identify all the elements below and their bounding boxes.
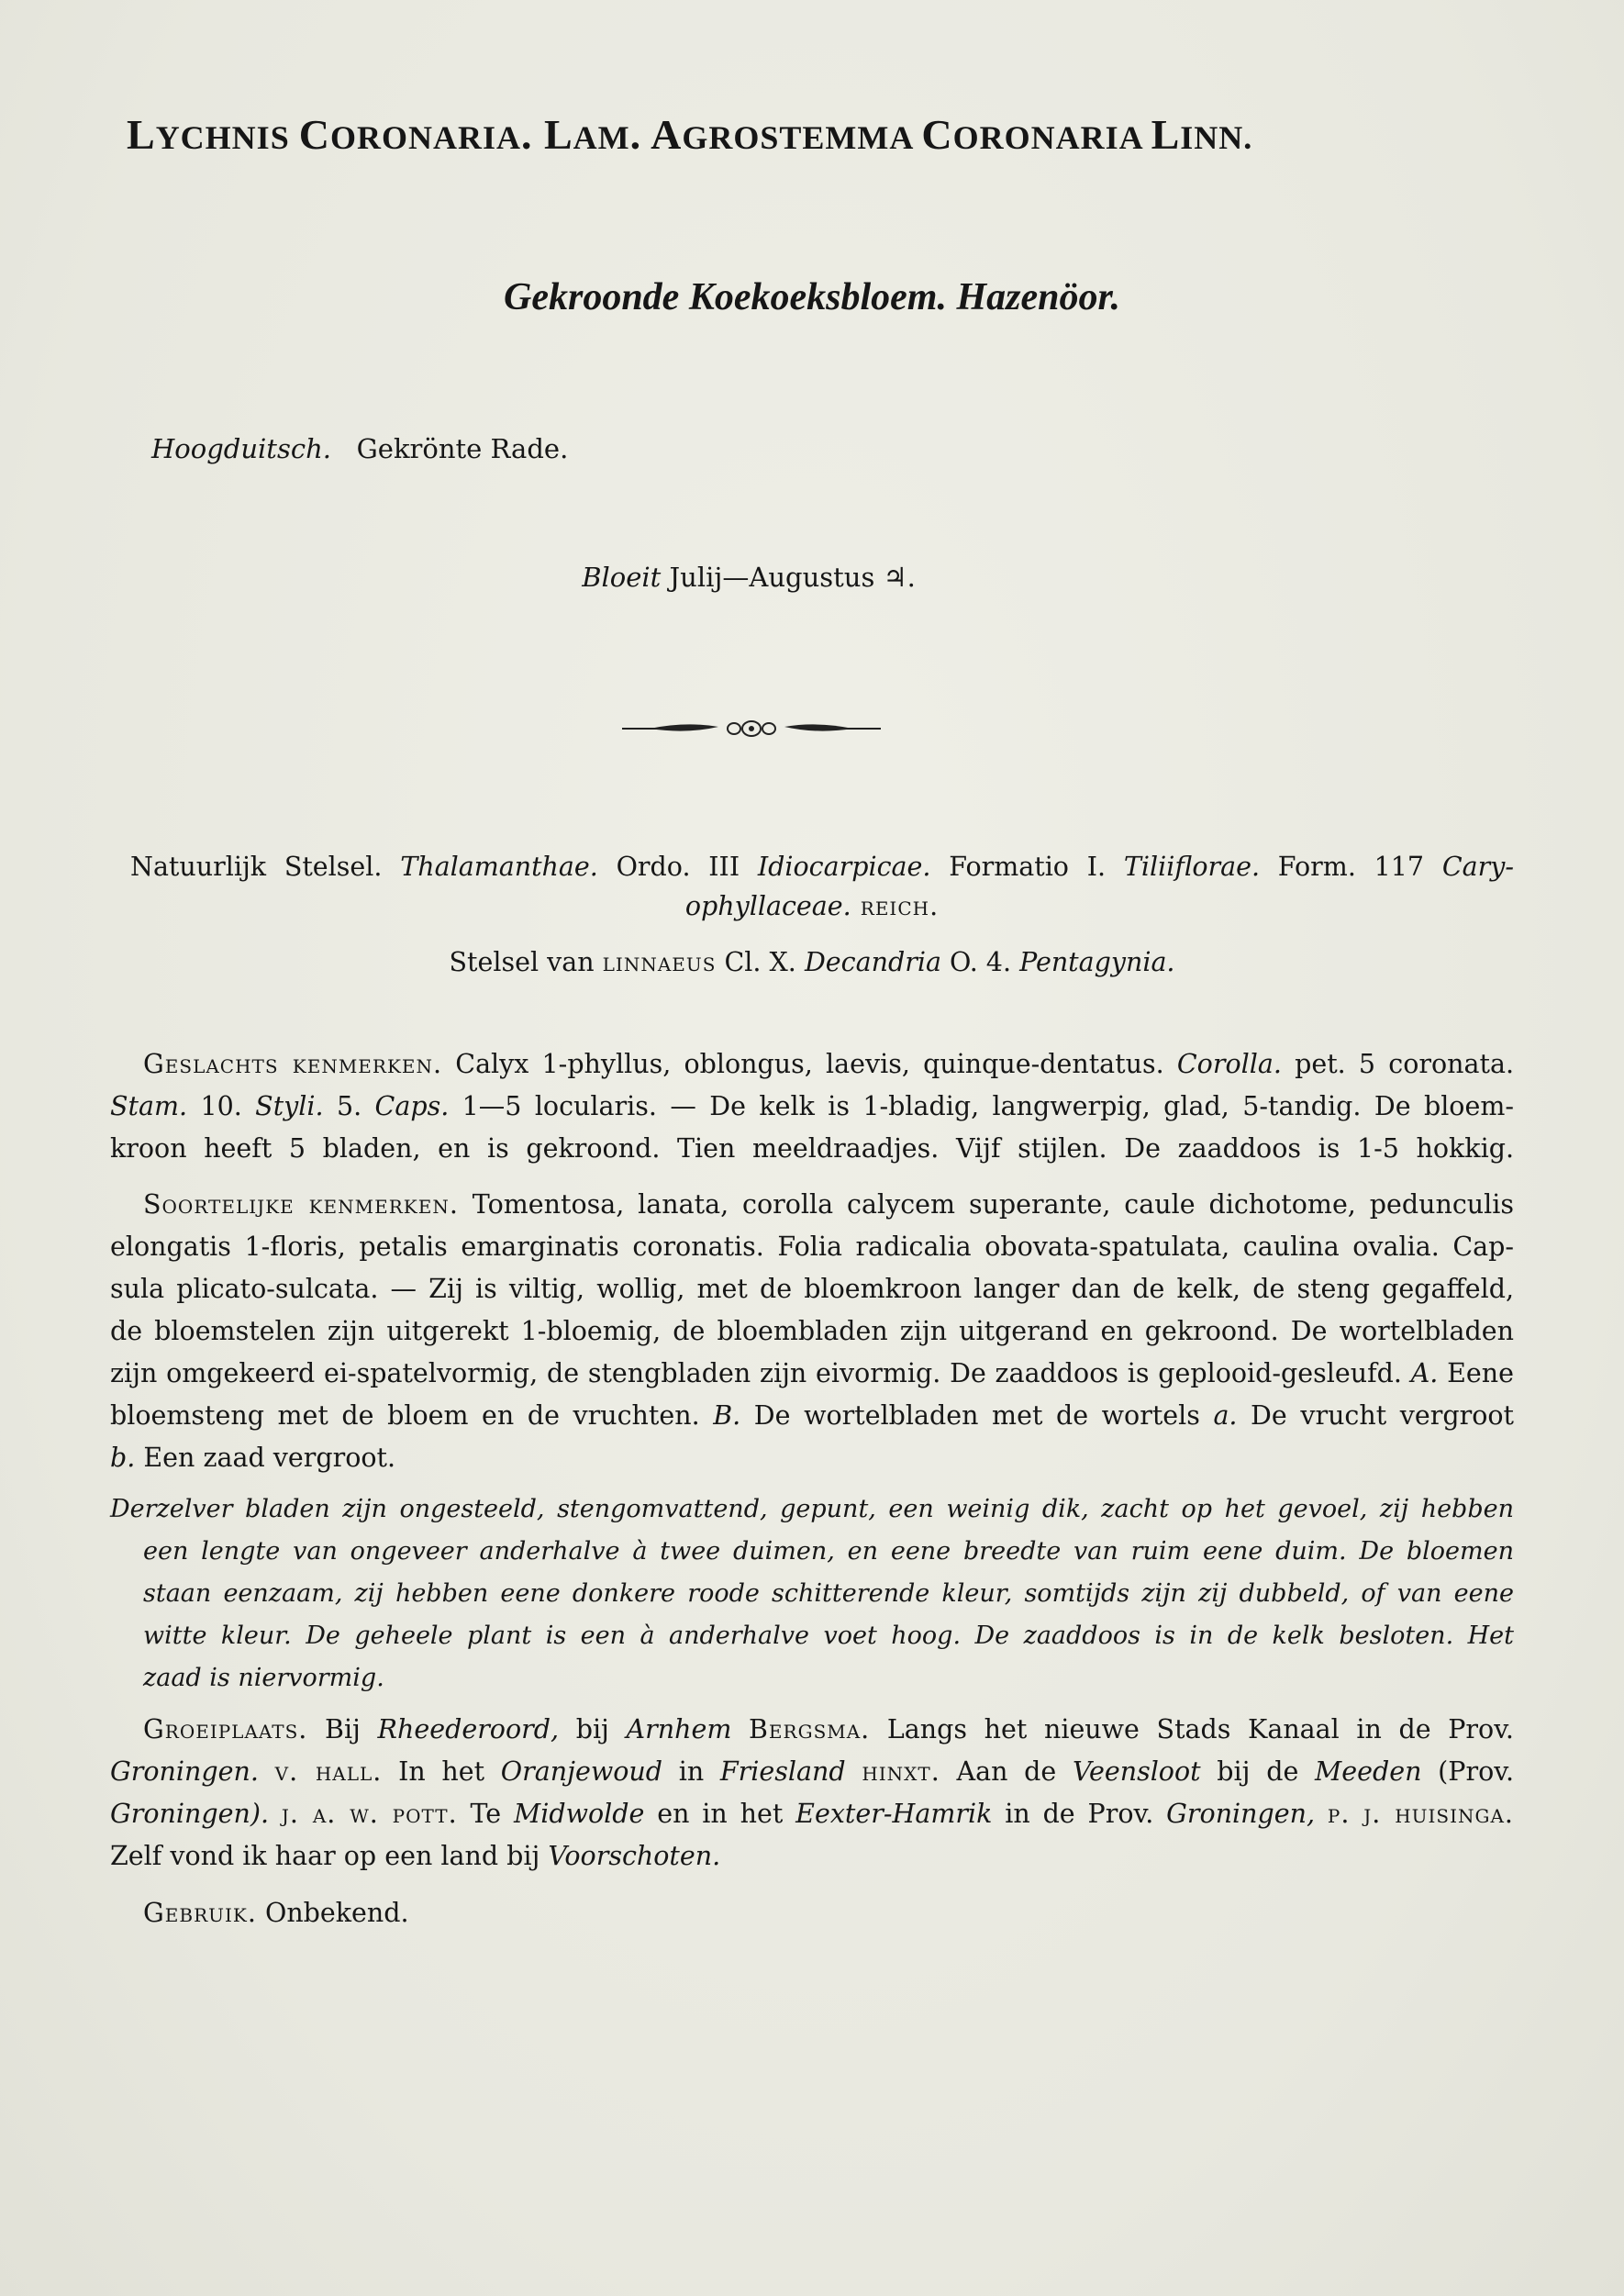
german-value: Gekrönte Rade. [356,433,569,464]
species-line: sula plicato-sulcata. — Zij is viltig, wollig, met de bloemkroon langer dan de kelk, de steng gegaffeld, [110,1274,1514,1304]
bloom-value: Julij—Augustus ♃. [669,562,916,593]
linnaeus-system: Stelsel van linnaeus Cl. X. Decandria O. 4. Pentagynia. [449,947,1175,977]
natural-system [110,846,1514,984]
species-characters [110,1184,1514,1479]
habitat [110,1709,1514,1878]
system-line-2: ophyllaceae. reich. [684,891,940,921]
description [110,1488,1514,1700]
usage-label: Gebruik. [143,1898,257,1928]
species-line: bloemsteng met de bloem en de vruchten. B. De wortelbladen met de wortels a. De vrucht vergroot [110,1400,1514,1431]
habitat-line: Groningen. v. hall. In het Oranjewoud in Friesland hinxt. Aan de Veensloot bij de Meeden (Prov. [110,1756,1515,1787]
species-line: elongatis 1-floris, petalis emarginatis coronatis. Folia radicalia obovata-spatulata, caulina ovalia. Cap- [110,1232,1514,1262]
bloom-period [0,562,1497,593]
genus-line: kroon heeft 5 bladen, en is gekroond. Tien meeldraadjes. Vijf stijlen. De zaaddoos is 1-5 hokkig. [110,1133,1514,1164]
genus-characters [110,1043,1514,1170]
description-line: zaad is niervormig. [143,1664,384,1692]
german-name [151,433,568,464]
description-line: een lengte van ongeveer anderhalve à twee duimen, en eene breedte van ruim eene duim. De bloemen [143,1537,1514,1566]
genus-line: Stam. 10. Styli. 5. Caps. 1—5 locularis. — De kelk is 1-bladig, langwerpig, glad, 5-tandig. De bloem- [110,1091,1514,1121]
species-line: zijn omgekeerd ei-spatelvormig, de stengbladen zijn eivormig. De zaaddoos is geplooid-gesleufd. A. Eene [110,1358,1515,1388]
description-line: Derzelver bladen zijn ongesteeld, stengomvattend, gepunt, een weinig dik, zacht op het gevoel, zij hebben [110,1495,1514,1523]
german-label: Hoogduitsch. [151,433,331,464]
subtitle: Gekroonde Koekoeksbloem. Hazenöor. [504,276,1120,318]
species-line: de bloemstelen zijn uitgerekt 1-bloemig, de bloembladen zijn uitgerand en gekroond. De wortelbladen [110,1316,1514,1346]
genus-line: Geslachts kenmerken. Calyx 1-phyllus, oblongus, laevis, quinque-dentatus. Corolla. pet. 5 coronata. [143,1049,1515,1079]
bloom-label: Bloeit [582,562,662,593]
ornament-divider-icon [622,716,881,741]
species-line: b. Een zaad vergroot. [110,1443,396,1473]
usage-value: Onbekend. [256,1898,409,1928]
habitat-line: Zelf vond ik haar op een land bij Voorschoten. [110,1841,721,1871]
species-line: Soortelijke kenmerken. Tomentosa, lanata, corolla calycem superante, caule dichotome, pedunculis [143,1189,1514,1220]
description-line: staan eenzaam, zij hebben eene donkere roode schitterende kleur, somtijds zijn zij dubbeld, of van eene [143,1579,1514,1608]
system-line-1: Natuurlijk Stelsel. Thalamanthae. Ordo. III Idiocarpicae. Formatio I. Tiliiflorae. Form. 117 Cary- [130,852,1514,882]
habitat-line: Groeiplaats. Bij Rheederoord, bij Arnhem Bergsma. Langs het nieuwe Stads Kanaal in de Prov. [143,1714,1514,1744]
page-title: LYCHNIS CORONARIA. LAM. AGROSTEMMA CORONARIA LINN. [127,111,1253,158]
habitat-line: Groningen). j. a. w. pott. Te Midwolde en in het Eexter-Hamrik in de Prov. Groningen, p. j. huisinga. [110,1799,1514,1829]
usage [110,1892,1514,1934]
description-line: witte kleur. De geheele plant is een à anderhalve voet hoog. De zaaddoos is in de kelk besloten. Het [143,1622,1514,1650]
